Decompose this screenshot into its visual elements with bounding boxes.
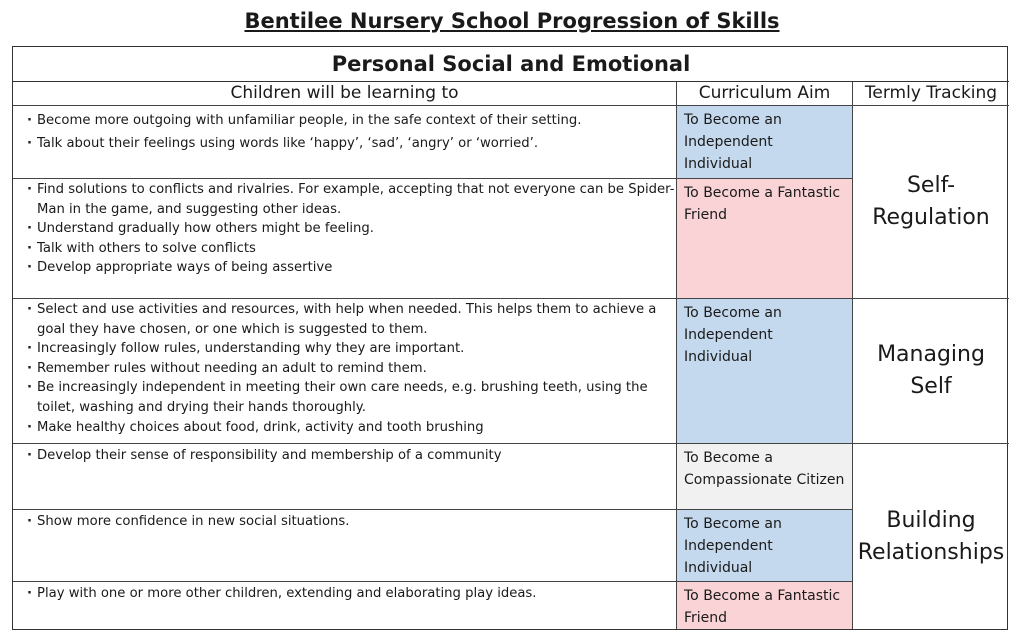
tracking-self-regulation: Self-Regulation: [853, 106, 1009, 299]
document-title: Bentilee Nursery School Progression of Skills: [244, 9, 780, 33]
learning-item: · Find solutions to conflicts and rivalries. For example, accepting that not everyone can be Spider-Man in the game, and suggesting other ideas.: [13, 180, 676, 219]
learning-item: · Develop appropriate ways of being assertive: [13, 258, 676, 278]
tracking-building-relationships: Building Relationships: [857, 507, 1005, 565]
tracking-managing-self: Managing Self: [853, 299, 1009, 444]
learning-item: · Show more confidence in new social situations.: [13, 512, 676, 532]
header-learning: Children will be learning to: [13, 82, 677, 106]
section-title: Personal Social and Emotional: [13, 47, 1009, 82]
curriculum-aim: To Become an Independent Individual: [677, 510, 853, 582]
learning-cell: [13, 106, 677, 179]
learning-item: · Be increasingly independent in meeting their own care needs, e.g. brushing teeth, using the toilet, washing and drying their hands thoroughly.: [13, 378, 676, 417]
learning-item: · Understand gradually how others might be feeling.: [13, 219, 676, 239]
header-curriculum-aim: Curriculum Aim: [677, 82, 853, 106]
curriculum-aim: To Become an Independent Individual: [677, 299, 853, 444]
curriculum-aim: To Become a Fantastic Friend: [677, 582, 853, 629]
learning-item: · Remember rules without needing an adult to remind them.: [13, 359, 676, 379]
learning-item: · Talk about their feelings using words like ‘happy’, ‘sad’, ‘angry’ or ‘worried’.: [13, 134, 676, 154]
learning-cell: [13, 299, 677, 444]
learning-item: · Become more outgoing with unfamiliar people, in the safe context of their setting.: [13, 111, 676, 131]
learning-cell: [13, 444, 677, 510]
skills-table: [12, 46, 1008, 630]
learning-item: · Play with one or more other children, extending and elaborating play ideas.: [13, 584, 676, 604]
learning-cell: [13, 582, 677, 629]
learning-item: · Make healthy choices about food, drink, activity and tooth brushing: [13, 418, 676, 438]
curriculum-aim: To Become a Fantastic Friend: [677, 179, 853, 299]
learning-item: · Develop their sense of responsibility and membership of a community: [13, 446, 676, 466]
learning-item: · Select and use activities and resources, with help when needed. This helps them to achieve a goal they have chosen, or one which is suggested to them.: [13, 300, 676, 339]
curriculum-aim: To Become an Independent Individual: [677, 106, 853, 179]
header-termly-tracking: Termly Tracking: [853, 82, 1009, 106]
learning-cell: [13, 510, 677, 582]
learning-item: · Increasingly follow rules, understanding why they are important.: [13, 339, 676, 359]
learning-cell: [13, 179, 677, 299]
learning-item: · Talk with others to solve conflicts: [13, 239, 676, 259]
curriculum-aim: To Become a Compassionate Citizen: [677, 444, 853, 510]
